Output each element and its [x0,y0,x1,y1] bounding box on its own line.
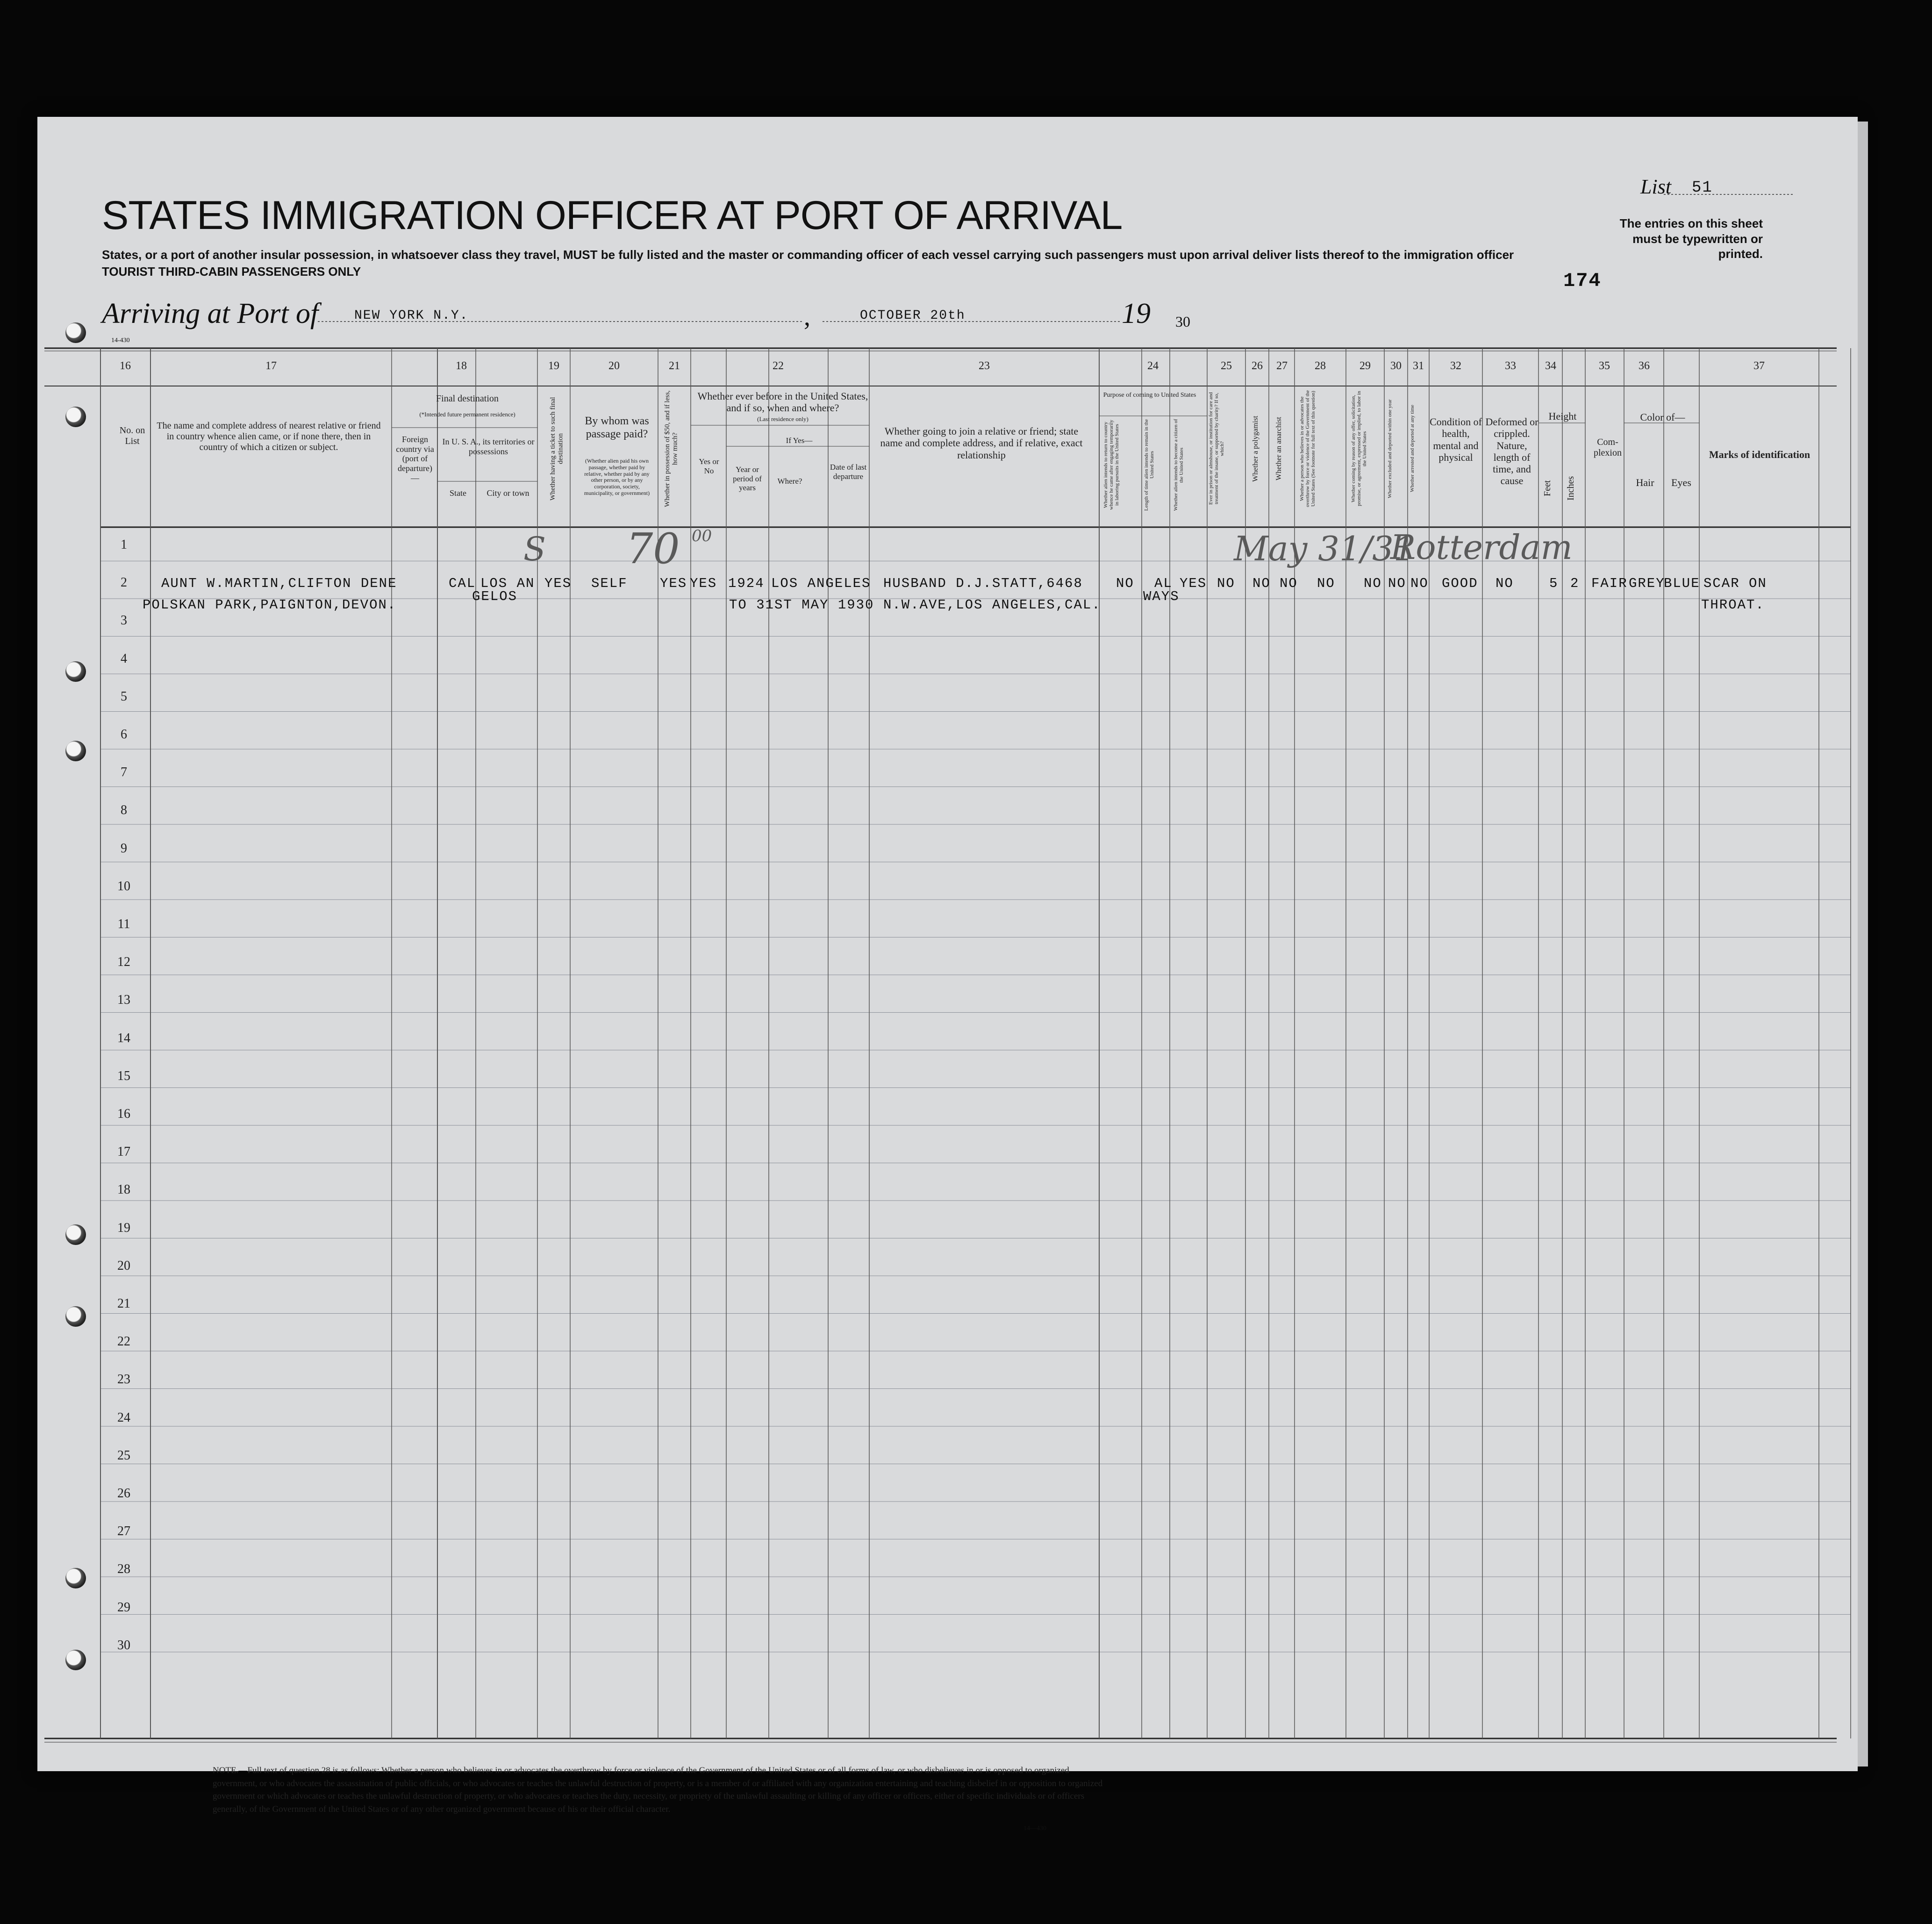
row-number: 24 [117,1410,130,1425]
entry-condition: GOOD [1442,576,1478,591]
entry-purpose-b-line2: WAYS [1143,589,1180,604]
row-number: 20 [117,1258,130,1273]
row-number: 30 [117,1638,130,1652]
header-polygamist: Whether a polygamist [1252,415,1259,482]
header-condition: Condition of health, mental and physical [1430,416,1482,463]
entry-feet: 5 [1549,576,1559,591]
column-number: 23 [979,360,990,372]
header-ever-before: Whether ever before in the United States, and if so, when and where? [697,390,868,414]
year-suffix: 30 [1175,313,1190,330]
header-by-whom: By whom was passage paid? [585,415,649,440]
row-number: 27 [117,1524,130,1539]
row-number: 17 [117,1144,130,1159]
header-ticket: Whether having a ticket to such final destination [549,397,565,501]
column-number: 17 [265,360,277,372]
entry-city-line2: GELOS [472,589,518,604]
form-subtitle: States, or a port of another insular possession, in whatsoever class they travel, MUST be fully listed and the master or commanding officer of each vessel carrying such passengers must upon arrival deliver lists thereof to the immigration officer [102,248,1514,262]
header-hair: Hair [1636,477,1654,488]
header-purpose: Purpose of coming to United States [1103,392,1196,399]
entry-marks-line2: THROAT. [1701,597,1765,613]
row-number: 5 [121,689,127,704]
column-number: 21 [669,360,680,372]
punch-hole [65,1306,86,1327]
row-number: 6 [121,727,127,742]
column-number: 16 [120,360,131,372]
column-number: 32 [1450,360,1461,372]
header-ever-before-note: (Last residence only) [757,415,809,422]
header-height: Height [1548,410,1577,422]
entry-q28: NO [1317,576,1335,591]
handwritten-cash-cents: 00 [692,527,712,545]
entry-polygamist: NO [1252,576,1271,591]
row-number: 13 [117,993,130,1008]
handwritten-departure-place: Rotterdam [1390,528,1573,567]
header-where: Where? [777,477,802,486]
header-purpose-b: Length of time alien intends to remain in the United States [1144,419,1155,511]
form-title: STATES IMMIGRATION OFFICER AT PORT OF ARRIVAL [102,193,1123,238]
header-yes-or-no: Yes or No [699,457,719,475]
header-prison: Ever in prison or almshouse, or institution for care and treatment of the insane, or supported by charity? If so, which? [1208,392,1225,505]
header-final-destination-note: (*Intended future permanent residence) [419,411,515,418]
row-number: 28 [117,1562,130,1577]
entry-ever-before: YES [690,576,717,591]
column-number: 37 [1753,360,1765,372]
column-number: 29 [1360,360,1371,372]
entry-possession: YES [660,576,687,591]
header-deformed: Deformed or crippled. Nature, length of time, and cause [1485,416,1538,487]
year-prefix: 19 [1122,298,1151,329]
header-feet: Feet [1542,480,1553,497]
row-number: 3 [121,613,127,628]
entry-purpose-b-line1: AL [1154,576,1173,591]
passenger-class: TOURIST THIRD-CABIN PASSENGERS ONLY [102,265,361,279]
list-label: List [1640,175,1672,198]
row-number: 2 [121,575,127,590]
entry-relative-line2: POLSKAN PARK,PAIGNTON,DEVON. [143,597,397,613]
header-purpose-a: Whether alien intends to return to country whence he came after engaging temporarily in laboring pursuits in the United States [1103,420,1120,510]
header-purpose-c: Whether alien intends to become a citizen of the United States [1173,419,1185,511]
row-number: 8 [121,803,127,818]
column-number: 30 [1390,360,1402,372]
header-eyes: Eyes [1671,477,1691,488]
header-state: State [450,488,466,498]
entry-q30: NO [1388,576,1406,591]
list-number: 51 [1692,179,1713,197]
header-q31: Whether arrested and deported at any time [1410,405,1415,493]
entry-hair: GREY [1629,576,1665,591]
header-anarchist: Whether an anarchist [1275,417,1283,480]
header-join-relative: Whether going to join a relative or friend; state name and complete address, and if relative, exact relationship [880,425,1083,461]
row-number: 9 [121,841,127,856]
entry-join-line2: N.W.AVE,LOS ANGELES,CAL. [883,597,1101,613]
column-number: 18 [456,360,467,372]
column-number: 24 [1147,360,1159,372]
header-year-period: Year or period of years [733,465,762,493]
entry-where: LOS ANGELES [771,576,871,591]
row-number: 19 [117,1220,130,1235]
column-number: 36 [1639,360,1650,372]
header-possession-50: Whether in possession of $50, and if less, how much? [664,390,679,507]
header-by-whom-note: (Whether alien paid his own passage, whether paid by relative, whether paid by any other person, or by any corporation, society, municipality, or government) [584,458,650,496]
entry-anarchist: NO [1280,576,1298,591]
arrival-date: OCTOBER 20th [860,308,966,323]
row-number: 14 [117,1030,130,1045]
header-q30: Whether excluded and deported within one year [1387,399,1393,498]
entry-inches: 2 [1570,576,1580,591]
column-number: 26 [1252,360,1263,372]
entry-relative-line1: AUNT W.MARTIN,CLIFTON DENE [161,576,397,591]
form-number-bottom: 14—430 [1023,1825,1046,1832]
punch-hole [65,1568,86,1588]
header-date-departure: Date of last departure [830,463,867,481]
punch-hole [65,407,86,427]
entry-prison: NO [1217,576,1235,591]
entry-join-line1: HUSBAND D.J.STATT,6468 [883,576,1083,591]
row-number: 25 [117,1448,130,1463]
entry-years-line1: 1924 [728,576,765,591]
handwritten-cash-amount: 70 [626,524,680,573]
punch-hole [65,741,86,761]
row-number: 15 [117,1068,130,1083]
comma: , [804,302,810,331]
header-marks: Marks of identification [1709,449,1810,460]
header-foreign-country: Foreign country via (port of departure)— [396,435,434,483]
header-city: City or town [487,488,530,498]
entry-city-line1: LOS AN [480,576,535,591]
arriving-label: Arriving at Port of [102,298,319,329]
column-number: 27 [1276,360,1288,372]
entry-q31: NO [1410,576,1429,591]
header-complexion: Com- plexion [1594,437,1622,458]
punch-hole [65,322,86,343]
header-q29: Whether coming by reason of any offer, solicitation, promise, or agreement, expressed or implied, to labor in the United States [1351,391,1368,507]
entry-paid-by: SELF [591,576,628,591]
column-number: 33 [1505,360,1516,372]
column-number: 31 [1413,360,1424,372]
typewritten-instruction: The entries on this sheet must be typewritten or printed. [1619,216,1763,261]
port-of-arrival: NEW YORK N.Y. [354,308,469,323]
column-number: 34 [1545,360,1556,372]
row-number: 23 [117,1372,130,1387]
row-number: 11 [117,917,130,931]
entry-purpose-a: NO [1116,576,1134,591]
row-number: 26 [117,1486,130,1501]
row-number: 18 [117,1182,130,1197]
header-no-on-list: No. on List [119,425,145,446]
entry-years-line2: TO 31ST MAY 1930 [729,597,874,613]
header-q28: Whether a person who believes in or advocates the overthrow by force or violence of the Government of the United States (See footnote for full text of this question) [1299,390,1317,508]
row-number: 22 [117,1334,130,1349]
column-number: 20 [608,360,620,372]
header-in-usa: In U. S. A., its territories or possessions [442,437,535,456]
header-inches: Inches [1566,476,1576,501]
handwritten-departure-date: May 31/31 [1234,529,1415,568]
header-nearest-relative: The name and complete address of nearest relative or friend in country whence alien came, or if none there, then in country of which a citizen or subject. [157,421,381,452]
row-number: 21 [117,1296,130,1311]
entry-deformed: NO [1496,576,1514,591]
row-number: 7 [121,765,127,780]
row-number: 16 [117,1107,130,1121]
header-final-destination: Final destination [436,393,499,404]
form-number-top: 14-430 [111,337,130,344]
punch-hole [65,1224,86,1245]
footnote-question-28: NOTE.—Full text of question 28 is as follows: Whether a person who believes in or advocates the overthrow by force or violence of the Government of the United States or of all forms of law, or who disbelieves in or is opposed to organized government, or who advocates the assassination of public officials, or who advocates or teaches the unlawful destruction of property, or is a member of or affiliated with any organization entertaining and teaching disbelief in or opposition to organized government or which advocates or teaches the unlawful destruction of property, or who advocates or teaches the duty, necessity, or propriety of the unlawful assaulting or killing of any officer or officers, either of specific individuals or of officers generally, of the Government of the United States or of any other organized government because of his or their official character. [213,1766,1103,1814]
row-number: 29 [117,1600,130,1615]
row-number: 10 [117,879,130,894]
column-number: 19 [548,360,559,372]
punch-hole [65,661,86,682]
entry-marks-line1: SCAR ON [1703,576,1767,591]
page-number: 174 [1563,270,1602,292]
handwritten-ticket-mark: S [523,530,546,568]
header-color-of: Color of— [1640,411,1685,423]
entry-state: CAL [449,576,476,591]
entry-complexion: FAIR [1591,576,1628,591]
entry-eyes: BLUE [1664,576,1700,591]
row-number: 4 [121,651,127,666]
entry-q29: NO [1364,576,1382,591]
punch-hole [65,1650,86,1670]
column-number: 28 [1315,360,1326,372]
row-number: 1 [121,537,127,552]
entry-ticket: YES [544,576,572,591]
column-number: 25 [1221,360,1232,372]
column-number: 22 [773,360,784,372]
header-if-yes: If Yes— [786,436,813,445]
entry-purpose-c: YES [1180,576,1207,591]
column-number: 35 [1599,360,1610,372]
row-number: 12 [117,955,130,970]
